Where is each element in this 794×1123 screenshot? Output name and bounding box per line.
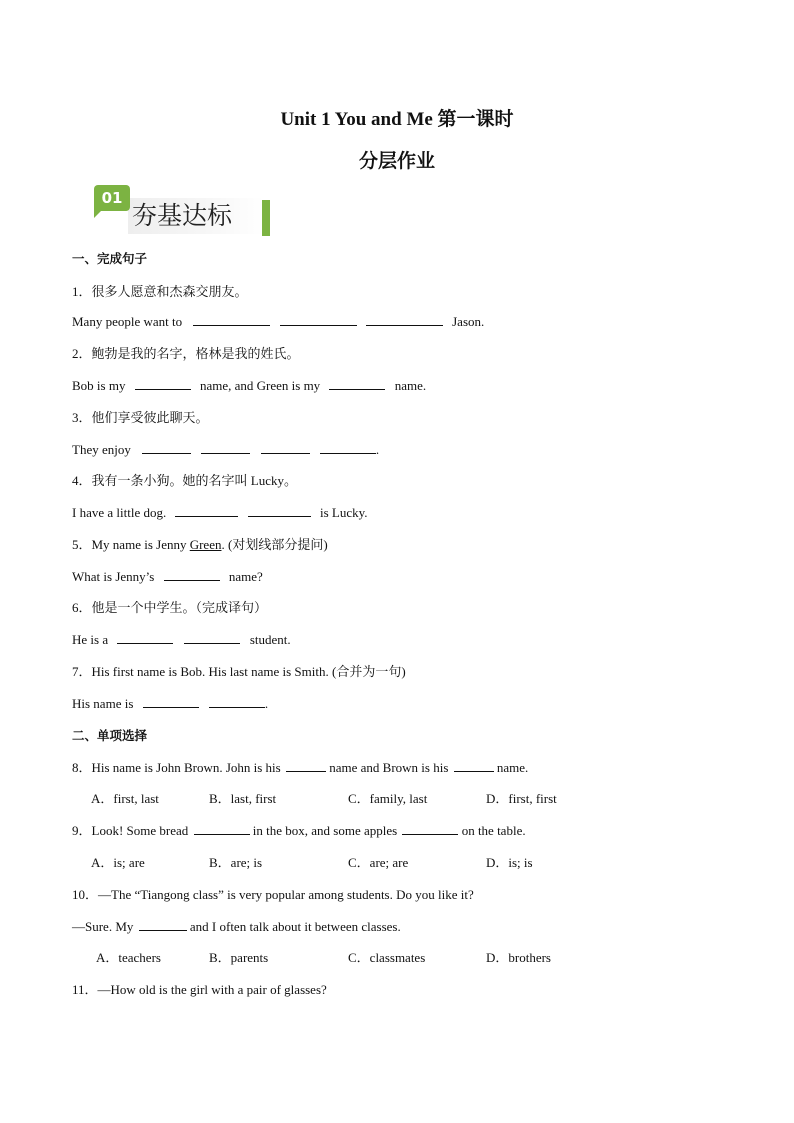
question-reply: [72, 918, 401, 936]
answer-line: [72, 631, 291, 649]
answer-blank[interactable]: [201, 441, 250, 454]
answer-line: [72, 695, 268, 713]
answer-text: Jason.: [452, 314, 485, 329]
stem-text: and I often talk about it between classes.: [189, 919, 401, 934]
question-prompt: 7．His first name is Bob. His last name is Smith. (合并为一句): [72, 664, 406, 679]
option-b[interactable]: B．last, first: [209, 791, 277, 806]
section-heading: 二、单项选择: [72, 728, 148, 743]
answer-blank[interactable]: [454, 759, 494, 772]
question-prompt: 2．鲍勃是我的名字，格林是我的姓氏。: [72, 346, 300, 361]
question-stem: 11．—How old is the girl with a pair of glasses?: [72, 982, 327, 997]
answer-text: His name is: [72, 696, 134, 711]
answer-blank[interactable]: [280, 313, 357, 326]
prompt-text: . (对划线部分提问): [221, 537, 328, 552]
answer-blank[interactable]: [209, 695, 265, 708]
option-d[interactable]: D．first, first: [486, 791, 557, 806]
option-a[interactable]: A．teachers: [96, 950, 161, 965]
answer-blank[interactable]: [139, 918, 187, 931]
option-c[interactable]: C．are; are: [348, 855, 409, 870]
badge-tail: [94, 210, 102, 218]
answer-text: .: [375, 442, 380, 457]
question-prompt: 4．我有一条小狗。她的名字叫 Lucky。: [72, 473, 297, 488]
stem-text: on the table.: [461, 823, 526, 838]
option-a[interactable]: A．first, last: [91, 791, 159, 806]
answer-text: student.: [249, 632, 291, 647]
answer-blank[interactable]: [194, 822, 250, 835]
answer-blank[interactable]: [261, 441, 310, 454]
option-a[interactable]: A．is; are: [91, 855, 145, 870]
option-b[interactable]: B．parents: [209, 950, 269, 965]
option-d[interactable]: D．brothers: [486, 950, 551, 965]
answer-blank[interactable]: [248, 504, 311, 517]
answer-blank[interactable]: [329, 377, 385, 390]
stem-text: name and Brown is his: [329, 760, 449, 775]
option-c[interactable]: C．classmates: [348, 950, 426, 965]
answer-line: [72, 568, 263, 586]
answer-text: Many people want to: [72, 314, 183, 329]
answer-text: They enjoy: [72, 442, 131, 457]
answer-text: .: [264, 696, 269, 711]
answer-line: [72, 377, 426, 395]
answer-text: is Lucky.: [319, 505, 368, 520]
question-prompt: 3．他们享受彼此聊天。: [72, 410, 209, 425]
answer-text: He is a: [72, 632, 109, 647]
answer-blank[interactable]: [402, 822, 458, 835]
answer-line: [72, 441, 379, 459]
answer-blank[interactable]: [184, 631, 240, 644]
option-b[interactable]: B．are; is: [209, 855, 263, 870]
answer-line: [72, 504, 368, 522]
answer-text: What is Jenny’s: [72, 569, 155, 584]
answer-text: name.: [394, 378, 427, 393]
section-heading: 一、完成句子: [72, 251, 148, 266]
page-title: Unit 1 You and Me 第一课时: [280, 109, 514, 130]
answer-blank[interactable]: [142, 441, 191, 454]
underlined-word: Green: [189, 537, 222, 552]
question-prompt: 1．很多人愿意和杰森交朋友。: [72, 284, 248, 299]
answer-blank[interactable]: [143, 695, 199, 708]
stem-text: name.: [496, 760, 529, 775]
option-c[interactable]: C．family, last: [348, 791, 428, 806]
answer-blank[interactable]: [135, 377, 191, 390]
badge-text: 夯基达标: [132, 201, 233, 230]
answer-blank[interactable]: [164, 568, 220, 581]
option-d[interactable]: D．is; is: [486, 855, 533, 870]
answer-blank[interactable]: [286, 759, 326, 772]
answer-blank[interactable]: [193, 313, 270, 326]
answer-text: name, and Green is my: [199, 378, 321, 393]
stem-text: in the box, and some apples: [252, 823, 398, 838]
answer-blank[interactable]: [366, 313, 443, 326]
prompt-text: 5．My name is Jenny: [72, 537, 190, 552]
answer-blank[interactable]: [175, 504, 238, 517]
question-prompt: [72, 536, 328, 554]
section-badge: [84, 182, 274, 238]
answer-text: I have a little dog.: [72, 505, 167, 520]
badge-number: 01: [94, 185, 130, 211]
stem-text: —Sure. My: [72, 919, 134, 934]
badge-bar: [262, 200, 270, 236]
answer-blank[interactable]: [320, 441, 376, 454]
question-stem: 10．—The “Tiangong class” is very popular among students. Do you like it?: [72, 887, 474, 902]
stem-text: 8．His name is John Brown. John is his: [72, 760, 281, 775]
stem-text: 9．Look! Some bread: [72, 823, 189, 838]
answer-text: Bob is my: [72, 378, 126, 393]
question-prompt: 6．他是一个中学生。（完成译句）: [72, 600, 268, 615]
page-subtitle: 分层作业: [358, 151, 435, 172]
answer-text: name?: [228, 569, 263, 584]
answer-blank[interactable]: [117, 631, 173, 644]
answer-line: [72, 313, 484, 331]
question-stem: [72, 822, 526, 840]
question-stem: [72, 759, 528, 777]
